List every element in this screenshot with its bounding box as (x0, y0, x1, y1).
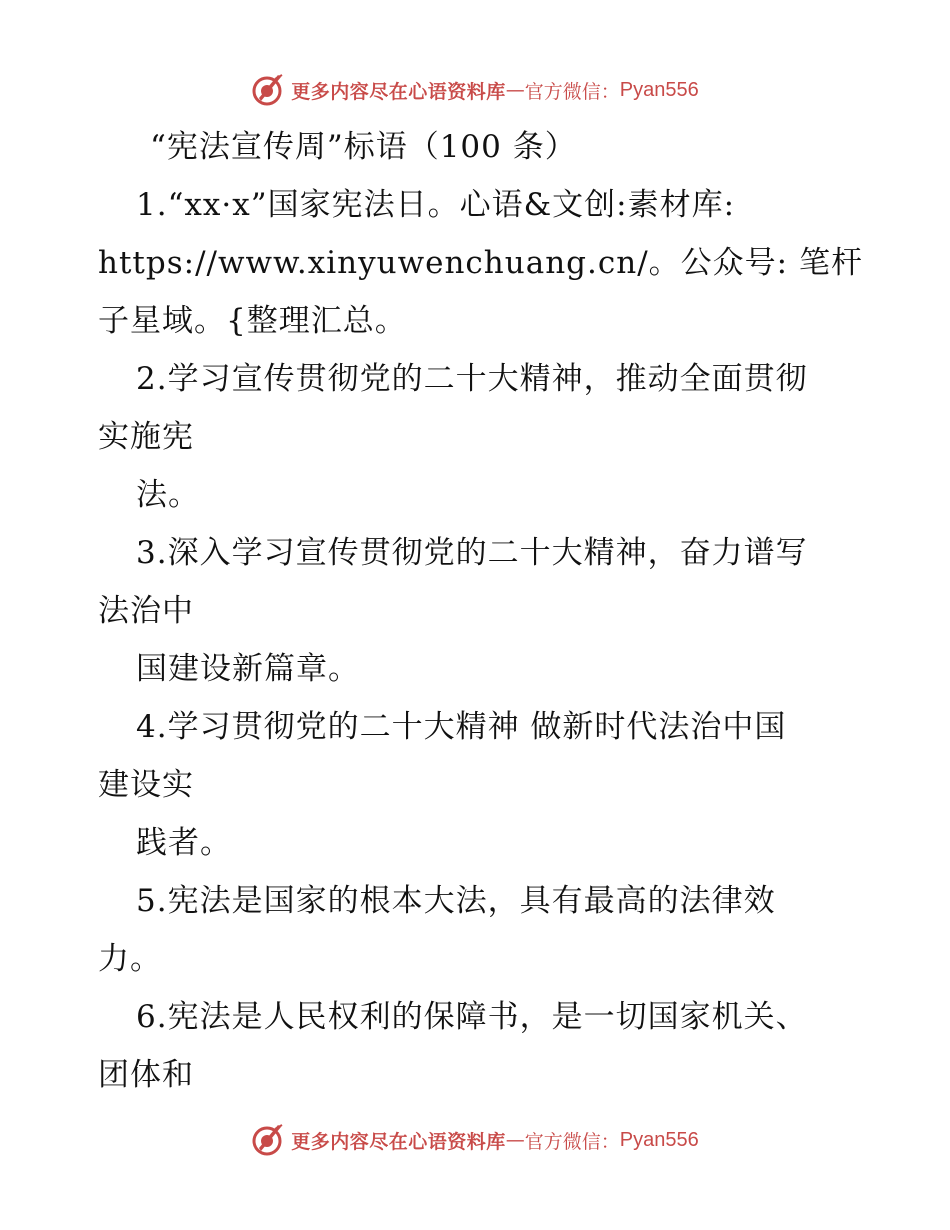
document-line: 建设实 (98, 767, 194, 803)
banner-dash: — (505, 1129, 525, 1151)
document-line: 6.宪法是人民权利的保障书，是一切国家机关、 (136, 999, 808, 1035)
document-line: 法治中 (98, 593, 194, 629)
document-body (98, 118, 863, 1104)
banner-site-text: 更多内容尽在心语资料库 (291, 1130, 506, 1153)
document-line: 力。 (98, 941, 162, 977)
quill-seal-icon (251, 1123, 285, 1157)
document-line: https://www.xinyuwenchuang.cn/。公众号: 笔杆 (98, 245, 863, 281)
document-title: “宪法宣传周”标语（100 条） (150, 129, 577, 165)
banner-wechat-id: Pyan556 (619, 78, 699, 101)
banner-dash: — (505, 79, 525, 101)
banner-wechat-id: Pyan556 (619, 1128, 699, 1151)
document-line: 团体和 (98, 1057, 194, 1093)
document-line: 法。 (136, 477, 200, 513)
quill-seal-icon (251, 73, 285, 107)
document-line: 子星域。{整理汇总。 (98, 303, 407, 339)
document-line: 1.“xx·x”国家宪法日。心语&文创:素材库: (136, 187, 736, 223)
header-banner (0, 70, 950, 110)
document-line: 4.学习贯彻党的二十大精神 做新时代法治中国 (136, 709, 787, 745)
document-line: 3.深入学习宣传贯彻党的二十大精神，奋力谱写 (136, 535, 808, 571)
banner-wechat-label: 官方微信： (524, 1130, 620, 1153)
document-line: 实施宪 (98, 419, 194, 455)
footer-banner (0, 1120, 950, 1160)
banner-wechat-label: 官方微信： (524, 80, 620, 103)
document-line: 国建设新篇章。 (136, 651, 360, 687)
banner-site-text: 更多内容尽在心语资料库 (291, 80, 506, 103)
document-line: 5.宪法是国家的根本大法，具有最高的法律效 (136, 883, 776, 919)
document-line: 践者。 (136, 825, 232, 861)
document-line: 2.学习宣传贯彻党的二十大精神，推动全面贯彻 (136, 361, 808, 397)
